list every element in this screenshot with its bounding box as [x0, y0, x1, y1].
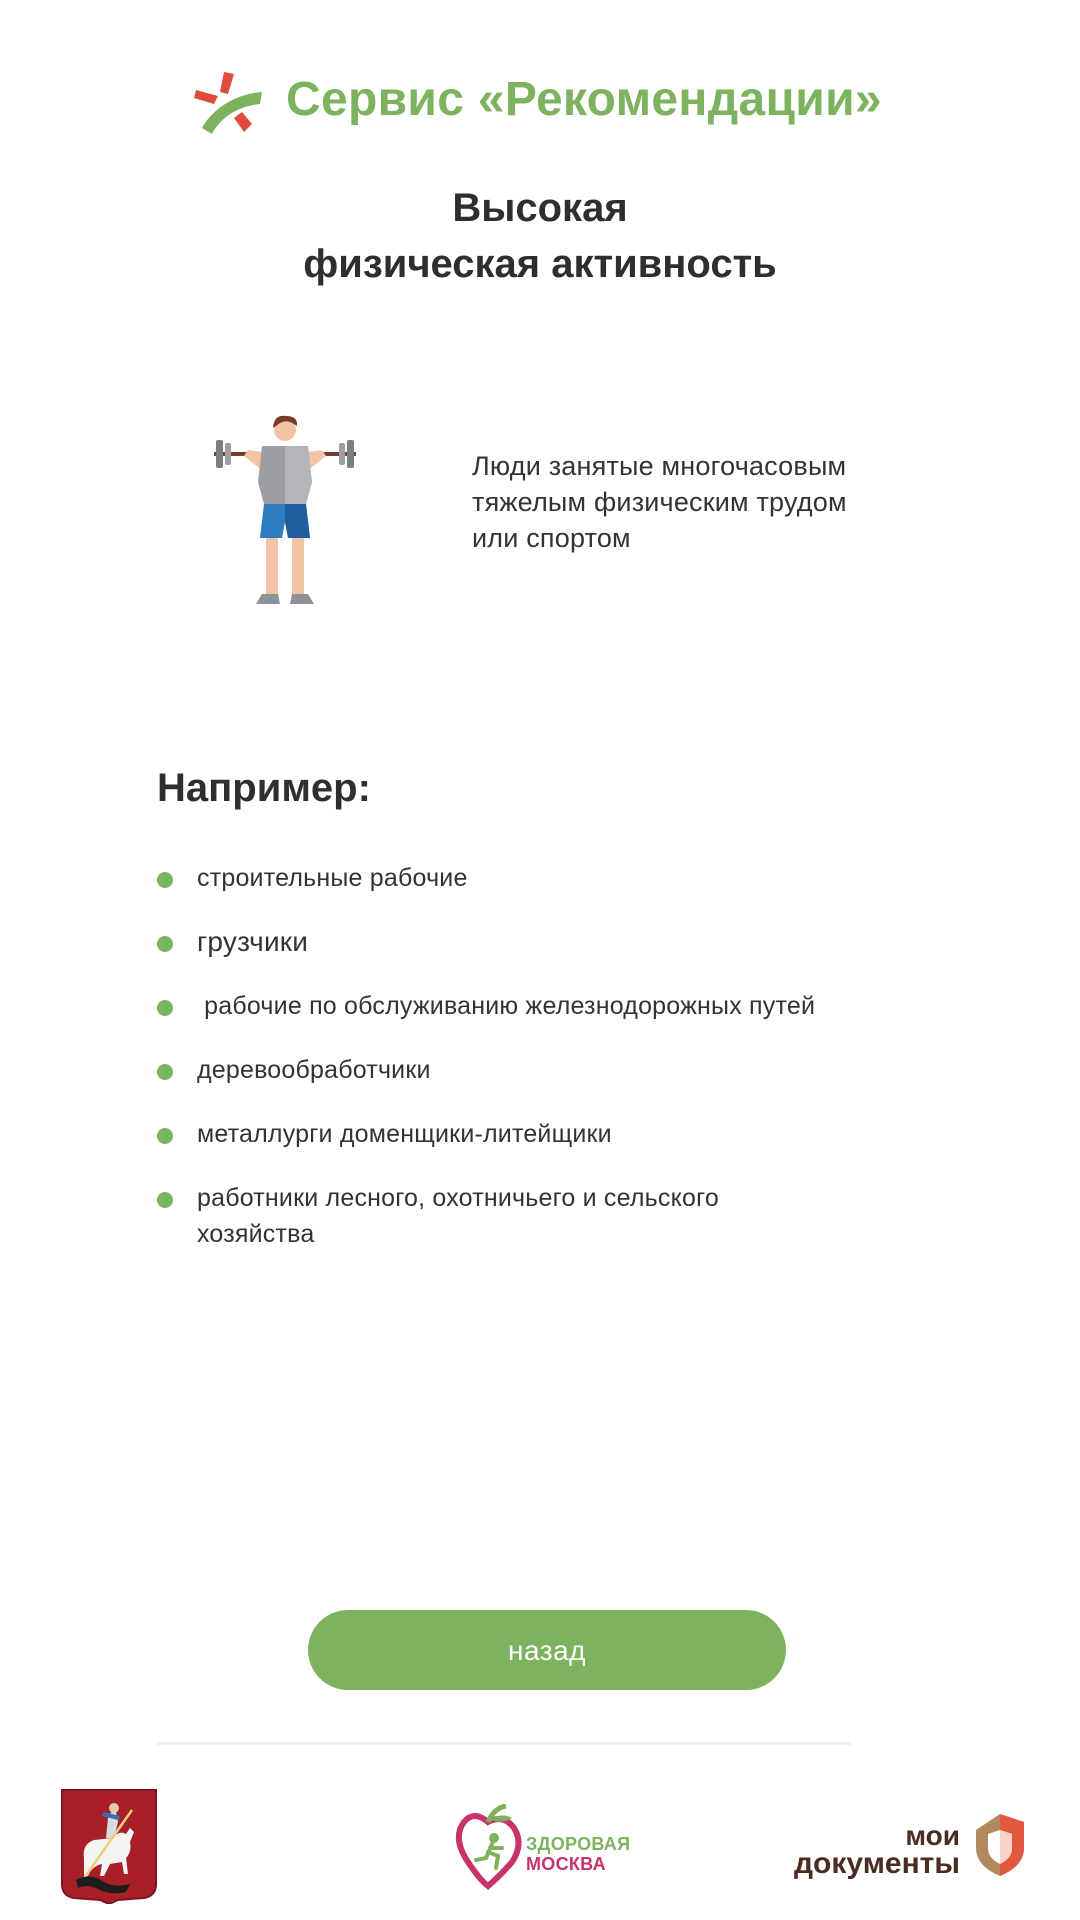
zdorovaya-moskva-line2: МОСКВА [526, 1854, 606, 1874]
service-title: Сервис «Рекомендации» [286, 73, 882, 126]
bullet-icon [157, 1128, 173, 1144]
moi-dokumenty-line1: мои [905, 1820, 960, 1851]
moi-dokumenty-logo [786, 1808, 1026, 1888]
moscow-coat-of-arms-icon [60, 1788, 158, 1904]
list-item-text: рабочие по обслуживанию железнодорожных путей [197, 992, 816, 1020]
bullet-icon [157, 936, 173, 952]
weightlifter-icon [210, 412, 360, 612]
back-button[interactable]: назад [308, 1610, 786, 1690]
page-title [0, 180, 1080, 292]
bullet-icon [157, 1064, 173, 1080]
list-item-text: строительные рабочие [197, 864, 468, 892]
bullet-icon [157, 872, 173, 888]
description [472, 448, 952, 556]
bullet-icon [157, 1192, 173, 1208]
description-line1: Люди занятые многочасовым [472, 451, 847, 481]
zdorovaya-moskva-line1: ЗДОРОВАЯ [526, 1834, 631, 1854]
zdorovaya-moskva-text [526, 1834, 630, 1874]
moi-dokumenty-icon [974, 1812, 1026, 1878]
list-item-text: деревообработчики [197, 1056, 431, 1084]
zdorovaya-moskva-icon [454, 1804, 522, 1890]
zdorovaya-moskva-logo [454, 1804, 644, 1890]
divider [157, 1742, 851, 1745]
list-item-text: металлурги доменщики-литейщики [197, 1120, 612, 1148]
list-item-text: грузчики [197, 926, 309, 957]
bullet-icon [157, 1000, 173, 1016]
examples-heading: Например: [157, 766, 371, 810]
moi-dokumenty-line2: документы [794, 1847, 960, 1880]
moi-dokumenty-text [794, 1822, 960, 1878]
page-title-line2: физическая активность [303, 242, 777, 286]
description-line2: тяжелым физическим трудом [472, 487, 847, 517]
service-asterisk-icon [194, 70, 264, 134]
page-title-line1: Высокая [452, 186, 628, 230]
description-line3: или спортом [472, 523, 631, 553]
list-item-text: работники лесного, охотничьего и сельского хозяйства [197, 1184, 719, 1248]
